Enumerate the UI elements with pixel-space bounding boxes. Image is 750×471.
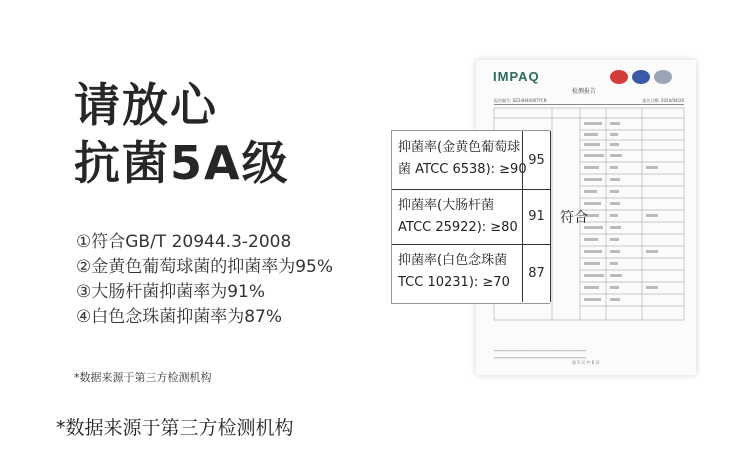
source-note-small: *数据来源于第三方检测机构 [74,371,212,384]
table-row [392,189,550,245]
ma-seal-icon [610,70,628,84]
headline-line2: 抗菌5A级 [74,136,290,190]
feature-item: ②金黄色葡萄球菌的抑菌率为95% [76,257,334,277]
test-value: 87 [522,244,551,302]
verdict-text: 符合 [560,210,588,226]
table-row [392,244,550,302]
report-number: 报告编号: SZ24H4006TYCN [494,98,547,103]
ilac-seal-icon [654,70,672,84]
report-title: 检测报告 [572,88,597,95]
feature-list [76,230,333,330]
test-item: 抑菌率(金黄色葡萄球 菌 ATCC 6538): ≥90 [398,140,527,177]
test-item: 抑菌率(白色念珠菌 TCC 10231): ≥70 [398,253,510,290]
table-row [392,131,550,190]
test-item: 抑菌率(大肠杆菌 ATCC 25922): ≥80 [398,198,518,235]
test-value: 95 [522,131,551,189]
zoomed-result-table [391,130,550,304]
report-footnote: ━━━━━━━━━━━━━━━━━━━━━━━━━━━━━━━━━━━━━━━━━━━━━━━━━━━ [494,349,587,353]
source-note: *数据来源于第三方检测机构 [56,417,294,439]
cnas-seal-icon [632,70,650,84]
report-page-number: 第 5 页 共 6 页 [572,360,600,365]
report-footnote: ━━━━━━━━━━━━━━━━━━━━━━━━━━━━━━━━━━━━━━━━━━━━━━━━━━━ [494,356,587,360]
headline-line1: 请放心 [74,78,218,132]
test-value: 91 [522,189,551,244]
feature-item: ④白色念珠菌抑菌率为87% [76,307,283,327]
headline [74,76,290,192]
feature-item: ①符合GB/T 20944.3-2008 [76,232,292,252]
report-date: 报告日期: 2024/04/26 [642,98,684,103]
feature-item: ③大肠杆菌抑菌率为91% [76,282,266,302]
report-logo: IMPAQ [493,69,540,84]
